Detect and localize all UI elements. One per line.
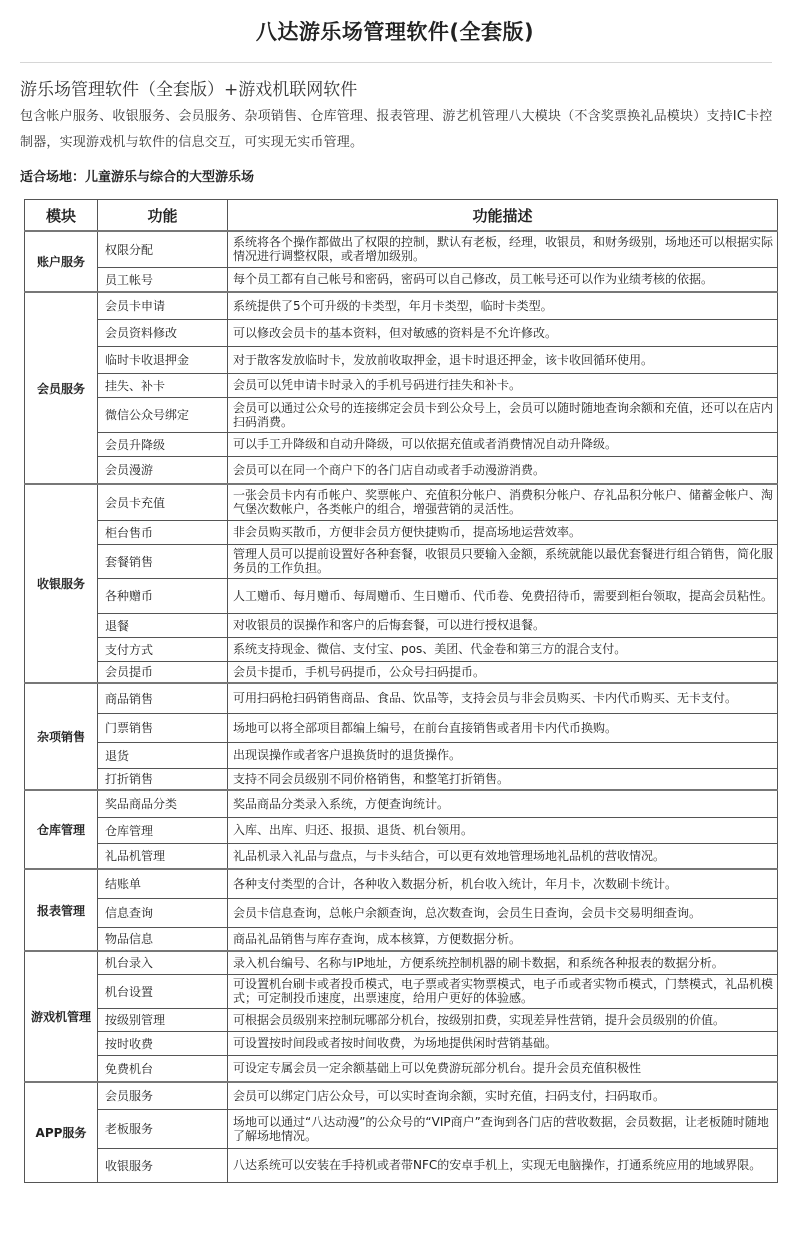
description-cell: 八达系统可以安装在手持机或者带NFC的安卓手机上，实现无电脑操作，打通系统应用的地域界限。 — [228, 1148, 778, 1182]
function-cell: 会员服务 — [98, 1082, 228, 1109]
description-cell: 非会员购买散币，方便非会员方便快捷购币，提高场地运营效率。 — [228, 520, 778, 544]
table-row — [25, 373, 778, 397]
table-row — [25, 742, 778, 768]
function-cell: 员工帐号 — [98, 267, 228, 292]
function-cell: 会员提币 — [98, 661, 228, 683]
table-row — [25, 869, 778, 898]
description-cell: 系统提供了5个可升级的卡类型，年月卡类型，临时卡类型。 — [228, 292, 778, 319]
description-cell: 入库、出库、归还、报损、退货、机台领用。 — [228, 817, 778, 843]
table-row — [25, 319, 778, 346]
function-cell: 退货 — [98, 742, 228, 768]
function-cell: 会员资料修改 — [98, 319, 228, 346]
table-row — [25, 397, 778, 432]
table-row — [25, 484, 778, 520]
description-cell: 支持不同会员级别不同价格销售，和整笔打折销售。 — [228, 768, 778, 790]
table-row — [25, 432, 778, 456]
function-cell: 权限分配 — [98, 231, 228, 267]
description-cell: 可用扫码枪扫码销售商品、食品、饮品等，支持会员与非会员购买、卡内代币购买、无卡支付。 — [228, 683, 778, 713]
description-cell: 可根据会员级别来控制玩哪部分机台，按级别扣费，实现差异性营销，提升会员级别的价值。 — [228, 1008, 778, 1031]
function-cell: 退餐 — [98, 613, 228, 637]
table-row — [25, 898, 778, 927]
table-row — [25, 1055, 778, 1082]
function-cell: 物品信息 — [98, 927, 228, 951]
description-cell: 各种支付类型的合计，各种收入数据分析，机台收入统计，年月卡，次数刷卡统计。 — [228, 869, 778, 898]
table-row — [25, 1008, 778, 1031]
description-cell: 可以手工升降级和自动升降级，可以依据充值或者消费情况自动升降级。 — [228, 432, 778, 456]
description-cell: 可设置按时间段或者按时间收费，为场地提供闲时营销基础。 — [228, 1031, 778, 1055]
function-cell: 仓库管理 — [98, 817, 228, 843]
function-cell: 按级别管理 — [98, 1008, 228, 1031]
header-module: 模块 — [25, 200, 98, 232]
table-body — [25, 231, 778, 1182]
function-cell: 老板服务 — [98, 1109, 228, 1148]
description-cell: 礼品机录入礼品与盘点，与卡头结合，可以更有效地管理场地礼品机的营收情况。 — [228, 843, 778, 869]
function-cell: 礼品机管理 — [98, 843, 228, 869]
function-cell: 机台设置 — [98, 974, 228, 1008]
function-cell: 门票销售 — [98, 713, 228, 742]
module-cell: 收银服务 — [25, 484, 98, 683]
title-divider — [20, 62, 772, 63]
module-table — [24, 199, 778, 1183]
function-cell: 收银服务 — [98, 1148, 228, 1182]
function-cell: 支付方式 — [98, 637, 228, 661]
function-cell: 各种赠币 — [98, 578, 228, 613]
function-cell: 会员漫游 — [98, 456, 228, 484]
description-cell: 可以修改会员卡的基本资料，但对敏感的资料是不允许修改。 — [228, 319, 778, 346]
table-header-row — [25, 200, 778, 232]
table-row — [25, 790, 778, 817]
description-cell: 每个员工都有自己帐号和密码，密码可以自己修改，员工帐号还可以作为业绩考核的依据。 — [228, 267, 778, 292]
table-row — [25, 974, 778, 1008]
description-cell: 奖品商品分类录入系统，方便查询统计。 — [228, 790, 778, 817]
table-row — [25, 544, 778, 578]
table-row — [25, 768, 778, 790]
description-cell: 可设定专属会员一定余额基础上可以免费游玩部分机台。提升会员充值积极性 — [228, 1055, 778, 1082]
function-cell: 结账单 — [98, 869, 228, 898]
table-row — [25, 456, 778, 484]
table-row — [25, 1109, 778, 1148]
description-cell: 场地可以将全部项目都编上编号，在前台直接销售或者用卡内代币换购。 — [228, 713, 778, 742]
header-function: 功能 — [98, 200, 228, 232]
module-cell: APP服务 — [25, 1082, 98, 1182]
table-row — [25, 578, 778, 613]
function-cell: 套餐销售 — [98, 544, 228, 578]
description-cell: 对收银员的误操作和客户的后悔套餐，可以进行授权退餐。 — [228, 613, 778, 637]
module-cell: 杂项销售 — [25, 683, 98, 790]
table-row — [25, 1082, 778, 1109]
table-row — [25, 1031, 778, 1055]
table-row — [25, 843, 778, 869]
function-cell: 挂失、补卡 — [98, 373, 228, 397]
description-cell: 商品礼品销售与库存查询，成本核算，方便数据分析。 — [228, 927, 778, 951]
venue-line: 适合场地：儿童游乐与综合的大型游乐场 — [20, 170, 255, 185]
description-cell: 会员卡信息查询，总帐户余额查询，总次数查询，会员生日查询，会员卡交易明细查询。 — [228, 898, 778, 927]
table-row — [25, 520, 778, 544]
function-cell: 会员升降级 — [98, 432, 228, 456]
function-cell: 临时卡收退押金 — [98, 346, 228, 373]
table-row — [25, 613, 778, 637]
page-title: 八达游乐场管理软件(全套版) — [255, 20, 535, 44]
table-row — [25, 817, 778, 843]
function-cell: 免费机台 — [98, 1055, 228, 1082]
description-cell: 场地可以通过“八达动漫”的公众号的“VIP商户”查询到各门店的营收数据，会员数据，让老板随时随地了解场地情况。 — [228, 1109, 778, 1148]
module-cell: 仓库管理 — [25, 790, 98, 869]
table-row — [25, 292, 778, 319]
table-row — [25, 231, 778, 267]
module-cell: 游戏机管理 — [25, 951, 98, 1082]
description-cell: 会员可以在同一个商户下的各门店自动或者手动漫游消费。 — [228, 456, 778, 484]
function-cell: 打折销售 — [98, 768, 228, 790]
table-row — [25, 1148, 778, 1182]
function-cell: 商品销售 — [98, 683, 228, 713]
table-row — [25, 713, 778, 742]
function-cell: 柜台售币 — [98, 520, 228, 544]
description-cell: 人工赠币、每月赠币、每周赠币、生日赠币、代币卷、免费招待币，需要到柜台领取，提高会员粘性。 — [228, 578, 778, 613]
table-row — [25, 346, 778, 373]
intro-paragraph: 包含帐户服务、收银服务、会员服务、杂项销售、仓库管理、报表管理、游艺机管理八大模块（不含奖票换礼品模块）支持IC卡控制器，实现游戏机与软件的信息交互，可实现无实币管理。 — [20, 109, 773, 150]
header-description: 功能描述 — [228, 200, 778, 232]
description-cell: 会员卡提币，手机号码提币，公众号扫码提币。 — [228, 661, 778, 683]
description-cell: 会员可以通过公众号的连接绑定会员卡到公众号上，会员可以随时随地查询余额和充值，还可以在店内扫码消费。 — [228, 397, 778, 432]
function-cell: 奖品商品分类 — [98, 790, 228, 817]
module-cell: 报表管理 — [25, 869, 98, 951]
function-cell: 会员卡申请 — [98, 292, 228, 319]
description-cell: 会员可以绑定门店公众号，可以实时查询余额，实时充值，扫码支付，扫码取币。 — [228, 1082, 778, 1109]
table-row — [25, 927, 778, 951]
description-cell: 录入机台编号、名称与IP地址，方便系统控制机器的刷卡数据，和系统各种报表的数据分析。 — [228, 951, 778, 974]
subtitle: 游乐场管理软件（全套版）+游戏机联网软件 — [20, 80, 358, 100]
description-cell: 可设置机台刷卡或者投币模式，电子票或者实物票模式，电子币或者实物币模式，门禁模式，礼品机模式；可定制投币速度，出票速度，给用户更好的体验感。 — [228, 974, 778, 1008]
module-cell: 会员服务 — [25, 292, 98, 484]
function-cell: 会员卡充值 — [98, 484, 228, 520]
description-cell: 对于散客发放临时卡，发放前收取押金，退卡时退还押金，该卡收回循环使用。 — [228, 346, 778, 373]
description-cell: 会员可以凭申请卡时录入的手机号码进行挂失和补卡。 — [228, 373, 778, 397]
table-row — [25, 661, 778, 683]
description-cell: 系统将各个操作都做出了权限的控制，默认有老板，经理，收银员，和财务级别，场地还可以根据实际情况进行调整权限，或者增加级别。 — [228, 231, 778, 267]
function-cell: 机台录入 — [98, 951, 228, 974]
description-cell: 系统支持现金、微信、支付宝、pos、美团、代金卷和第三方的混合支付。 — [228, 637, 778, 661]
module-cell: 账户服务 — [25, 231, 98, 292]
table-row — [25, 267, 778, 292]
description-cell: 一张会员卡内有币帐户、奖票帐户、充值积分帐户、消费积分帐户、存礼品积分帐户、储蓄金帐户、淘气堡次数帐户，各类帐户的组合，增强营销的灵活性。 — [228, 484, 778, 520]
function-cell: 按时收费 — [98, 1031, 228, 1055]
table-row — [25, 951, 778, 974]
description-cell: 出现误操作或者客户退换货时的退货操作。 — [228, 742, 778, 768]
description-cell: 管理人员可以提前设置好各种套餐，收银员只要输入金额，系统就能以最优套餐进行组合销售，简化服务员的工作负担。 — [228, 544, 778, 578]
function-cell: 微信公众号绑定 — [98, 397, 228, 432]
table-row — [25, 683, 778, 713]
function-cell: 信息查询 — [98, 898, 228, 927]
table-row — [25, 637, 778, 661]
